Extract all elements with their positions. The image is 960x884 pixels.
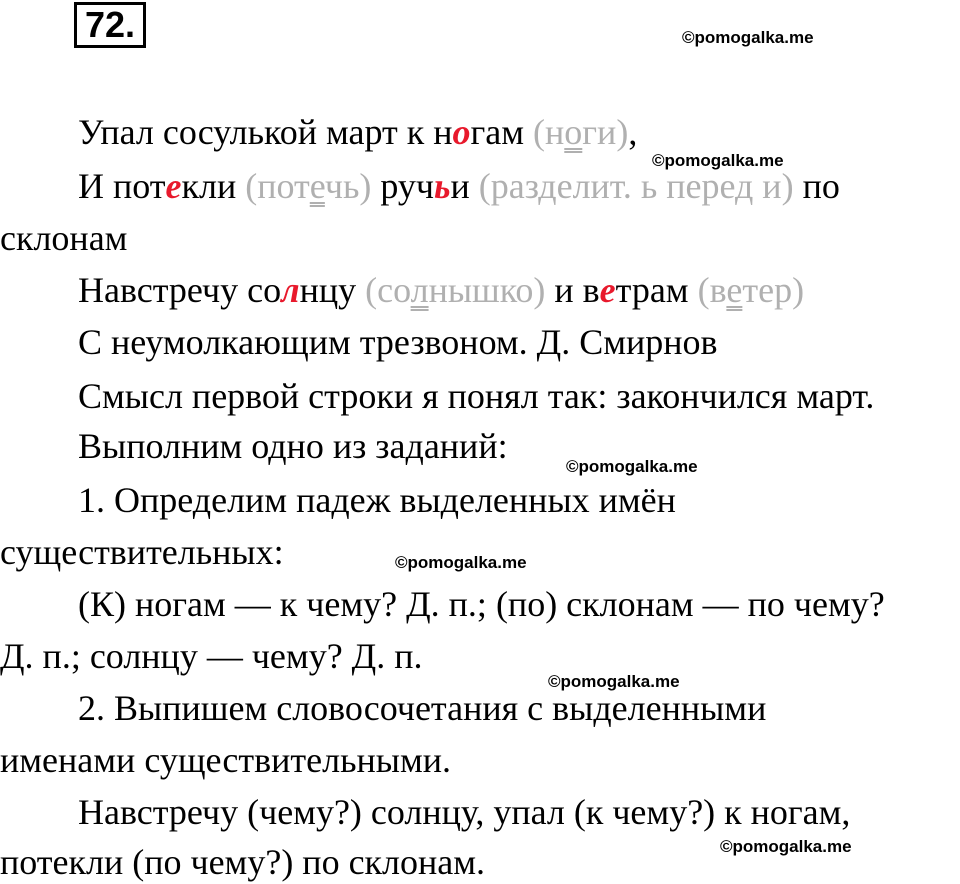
poem-line-2: И потекли (потечь) ручьи (разделит. ь перед и) по bbox=[78, 166, 840, 206]
watermark: ©pomogalka.me bbox=[548, 672, 680, 691]
task2-line-b: именами существительными. bbox=[0, 740, 451, 780]
task2-line-a: 2. Выпишем словосочетания с выделенными bbox=[78, 688, 767, 728]
poem-line-1: Упал сосулькой март к ногам (ноги), bbox=[78, 112, 638, 152]
watermark: ©pomogalka.me bbox=[720, 837, 852, 856]
task1-line-b: существительных: bbox=[0, 532, 284, 572]
watermark: ©pomogalka.me bbox=[682, 28, 814, 47]
answer1-line-a: (К) ногам — к чему? Д. п.; (по) склонам — по чему? bbox=[78, 584, 885, 624]
answer1-line-b: Д. п.; солнцу — чему? Д. п. bbox=[0, 636, 423, 676]
meaning-text: Смысл первой строки я понял так: закончился март. bbox=[78, 376, 875, 416]
answer2-line-b: потекли (по чему?) по склонам. bbox=[0, 842, 486, 882]
answer2-line-a: Навстречу (чему?) солнцу, упал (к чему?) к ногам, bbox=[78, 792, 851, 832]
watermark: ©pomogalka.me bbox=[395, 553, 527, 572]
exercise-number: 72. bbox=[74, 2, 146, 48]
watermark: ©pomogalka.me bbox=[566, 457, 698, 476]
watermark: ©pomogalka.me bbox=[652, 151, 784, 170]
poem-line-5: С неумолкающим трезвоном. Д. Смирнов bbox=[78, 322, 718, 362]
task-intro: Выполним одно из заданий: bbox=[78, 426, 508, 466]
poem-line-3: склонам bbox=[0, 218, 128, 258]
poem-line-4: Навстречу солнцу (солнышко) и ветрам (ветер) bbox=[78, 270, 805, 310]
task1-line-a: 1. Определим падеж выделенных имён bbox=[78, 480, 676, 520]
